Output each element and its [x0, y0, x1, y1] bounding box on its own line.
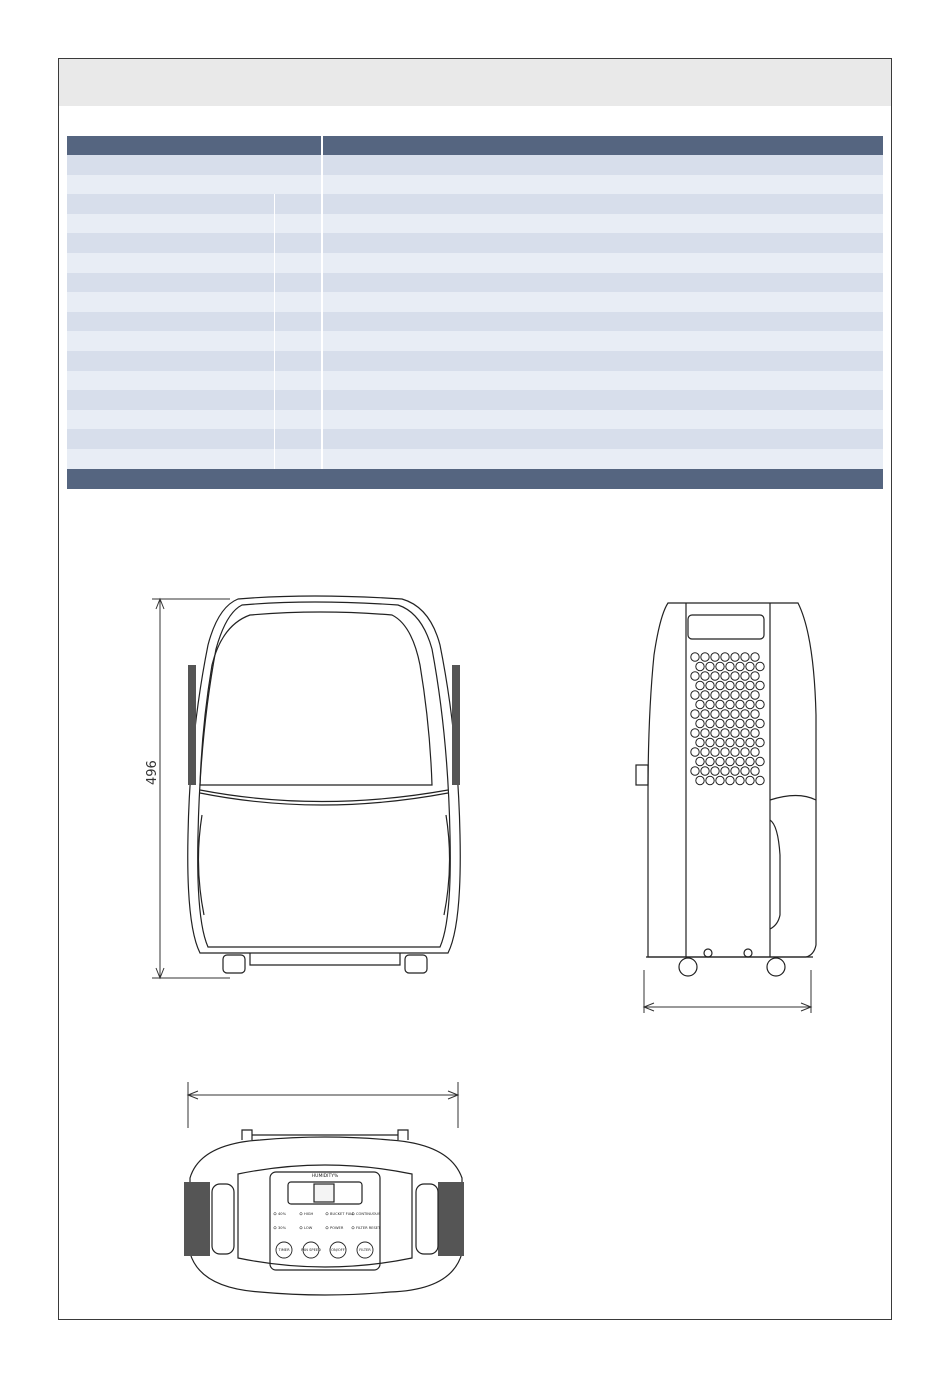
table-header-row: [67, 136, 883, 155]
vent-hole: [701, 672, 709, 680]
sub-column-divider: [274, 351, 275, 371]
sub-column-divider: [274, 390, 275, 410]
column-divider: [321, 371, 323, 391]
column-divider: [321, 253, 323, 273]
vent-hole: [701, 767, 709, 775]
table-row: [67, 233, 883, 253]
page-header-band: [59, 59, 891, 106]
width-dimension-line: [644, 970, 811, 1013]
column-divider: [321, 449, 323, 469]
indicator-label: CONTINUOUS: [356, 1212, 381, 1216]
table-row: [67, 253, 883, 273]
vent-hole: [751, 729, 759, 737]
vent-hole: [736, 738, 744, 746]
vent-hole: [741, 710, 749, 718]
vent-hole: [746, 662, 754, 670]
table-row: [67, 292, 883, 312]
column-divider: [321, 292, 323, 312]
vent-hole: [726, 776, 734, 784]
column-divider: [321, 273, 323, 293]
sub-column-divider: [274, 371, 275, 391]
vent-hole: [741, 653, 749, 661]
vent-hole: [691, 729, 699, 737]
column-divider: [321, 429, 323, 449]
vent-hole: [741, 729, 749, 737]
indicator-light: [326, 1213, 328, 1215]
column-divider: [321, 312, 323, 332]
vent-hole: [706, 700, 714, 708]
indicator-label: BUCKET FULL: [330, 1212, 355, 1216]
vent-hole: [716, 681, 724, 689]
indicator-light: [326, 1227, 328, 1229]
vent-hole: [721, 767, 729, 775]
panel-indicators: [274, 1212, 381, 1230]
vent-hole: [706, 719, 714, 727]
vent-hole: [746, 719, 754, 727]
sub-column-divider: [274, 410, 275, 430]
sub-column-divider: [274, 273, 275, 293]
vent-hole: [731, 729, 739, 737]
vent-hole: [701, 691, 709, 699]
column-divider: [321, 136, 323, 155]
vent-hole: [711, 710, 719, 718]
vent-hole: [721, 691, 729, 699]
vent-hole: [736, 719, 744, 727]
sub-column-divider: [274, 194, 275, 214]
vent-hole: [756, 738, 764, 746]
vent-hole: [756, 700, 764, 708]
vent-hole: [726, 662, 734, 670]
vent-hole: [746, 776, 754, 784]
vent-hole: [751, 653, 759, 661]
sub-column-divider: [274, 253, 275, 273]
vent-hole: [711, 729, 719, 737]
indicator-label: LOW: [304, 1226, 313, 1230]
vent-hole: [711, 748, 719, 756]
column-divider: [321, 194, 323, 214]
vent-hole: [706, 681, 714, 689]
vent-hole: [756, 662, 764, 670]
vent-hole: [731, 653, 739, 661]
indicator-label: HIGH: [304, 1212, 314, 1216]
table-footer-row: [67, 469, 883, 489]
vent-hole: [711, 672, 719, 680]
table-row: [67, 214, 883, 234]
dehumidifier-front-icon: [188, 596, 461, 973]
vent-hole: [746, 700, 754, 708]
vent-hole: [736, 681, 744, 689]
table-row: [67, 449, 883, 469]
column-divider: [321, 331, 323, 351]
column-divider: [321, 410, 323, 430]
vent-hole: [736, 662, 744, 670]
column-divider: [321, 155, 323, 175]
vent-hole: [731, 767, 739, 775]
vent-hole: [726, 757, 734, 765]
vent-hole: [726, 719, 734, 727]
vent-hole: [701, 653, 709, 661]
vent-hole: [746, 757, 754, 765]
front-view-drawing: [130, 585, 470, 985]
vent-hole: [706, 757, 714, 765]
vent-hole: [721, 672, 729, 680]
vent-hole: [696, 681, 704, 689]
vent-hole: [721, 653, 729, 661]
column-divider: [321, 351, 323, 371]
table-row: [67, 194, 883, 214]
sub-column-divider: [274, 331, 275, 351]
vent-hole: [721, 729, 729, 737]
indicator-light: [274, 1227, 276, 1229]
sub-column-divider: [274, 449, 275, 469]
vent-hole: [706, 662, 714, 670]
panel-button-label: FILTER: [359, 1248, 371, 1253]
vent-hole: [691, 653, 699, 661]
vent-hole: [701, 729, 709, 737]
vent-hole: [691, 767, 699, 775]
indicator-label: POWER: [330, 1226, 344, 1230]
vent-hole: [701, 748, 709, 756]
sub-column-divider: [274, 214, 275, 234]
table-body: [67, 155, 883, 469]
vent-hole: [691, 748, 699, 756]
vent-hole: [691, 710, 699, 718]
vent-hole: [756, 719, 764, 727]
indicator-label: FILTER RESET: [356, 1226, 381, 1230]
indicator-label: 40%: [278, 1212, 286, 1216]
vent-hole: [711, 653, 719, 661]
top-view-drawing: [180, 1078, 470, 1308]
side-vent-grid: [691, 653, 764, 785]
vent-hole: [696, 757, 704, 765]
table-row: [67, 175, 883, 195]
vent-hole: [716, 719, 724, 727]
panel-button-label: FAN SPEED: [301, 1248, 321, 1253]
vent-hole: [736, 757, 744, 765]
vent-hole: [706, 738, 714, 746]
vent-hole: [746, 738, 754, 746]
vent-hole: [751, 691, 759, 699]
vent-hole: [751, 767, 759, 775]
vent-hole: [716, 776, 724, 784]
table-row: [67, 371, 883, 391]
table-row: [67, 155, 883, 175]
indicator-light: [300, 1227, 302, 1229]
indicator-light: [274, 1213, 276, 1215]
sub-column-divider: [274, 233, 275, 253]
panel-button-label: ON/OFF: [331, 1248, 345, 1253]
vent-hole: [696, 719, 704, 727]
vent-hole: [731, 691, 739, 699]
vent-hole: [751, 672, 759, 680]
vent-hole: [706, 776, 714, 784]
vent-hole: [696, 776, 704, 784]
vent-hole: [701, 710, 709, 718]
sub-column-divider: [274, 429, 275, 449]
vent-hole: [716, 757, 724, 765]
column-divider: [321, 175, 323, 195]
table-row: [67, 273, 883, 293]
vent-hole: [731, 710, 739, 718]
table-row: [67, 331, 883, 351]
vent-hole: [746, 681, 754, 689]
sub-column-divider: [274, 292, 275, 312]
table-row: [67, 429, 883, 449]
vent-hole: [741, 691, 749, 699]
vent-hole: [721, 748, 729, 756]
vent-hole: [736, 776, 744, 784]
vent-hole: [741, 748, 749, 756]
dehumidifier-side-icon: [636, 603, 816, 976]
vent-hole: [691, 672, 699, 680]
height-dimension-label: 496: [145, 760, 160, 785]
vent-hole: [716, 738, 724, 746]
width-dimension-line: [188, 1082, 458, 1128]
vent-hole: [721, 710, 729, 718]
vent-hole: [726, 738, 734, 746]
panel-buttons: [276, 1242, 373, 1258]
vent-hole: [696, 700, 704, 708]
dehumidifier-top-icon: [184, 1130, 464, 1295]
vent-hole: [696, 738, 704, 746]
vent-hole: [741, 672, 749, 680]
vent-hole: [751, 710, 759, 718]
vent-hole: [731, 672, 739, 680]
vent-hole: [751, 748, 759, 756]
vent-hole: [741, 767, 749, 775]
vent-hole: [691, 691, 699, 699]
vent-hole: [736, 700, 744, 708]
vent-hole: [726, 700, 734, 708]
panel-title: HUMIDITY%: [311, 1174, 339, 1179]
table-row: [67, 351, 883, 371]
vent-hole: [716, 700, 724, 708]
vent-hole: [726, 681, 734, 689]
table-row: [67, 390, 883, 410]
panel-button-label: TIMER: [278, 1248, 290, 1253]
column-divider: [321, 390, 323, 410]
indicator-label: 30%: [278, 1226, 286, 1230]
side-view-drawing: [628, 595, 828, 1015]
vent-hole: [696, 662, 704, 670]
sub-column-divider: [274, 312, 275, 332]
table-row: [67, 410, 883, 430]
column-divider: [321, 233, 323, 253]
indicator-light: [352, 1227, 354, 1229]
vent-hole: [756, 776, 764, 784]
vent-hole: [716, 662, 724, 670]
indicator-light: [300, 1213, 302, 1215]
vent-hole: [711, 767, 719, 775]
vent-hole: [756, 757, 764, 765]
table-row: [67, 312, 883, 332]
specification-table: [67, 136, 883, 489]
vent-hole: [756, 681, 764, 689]
column-divider: [321, 214, 323, 234]
vent-hole: [711, 691, 719, 699]
vent-hole: [731, 748, 739, 756]
